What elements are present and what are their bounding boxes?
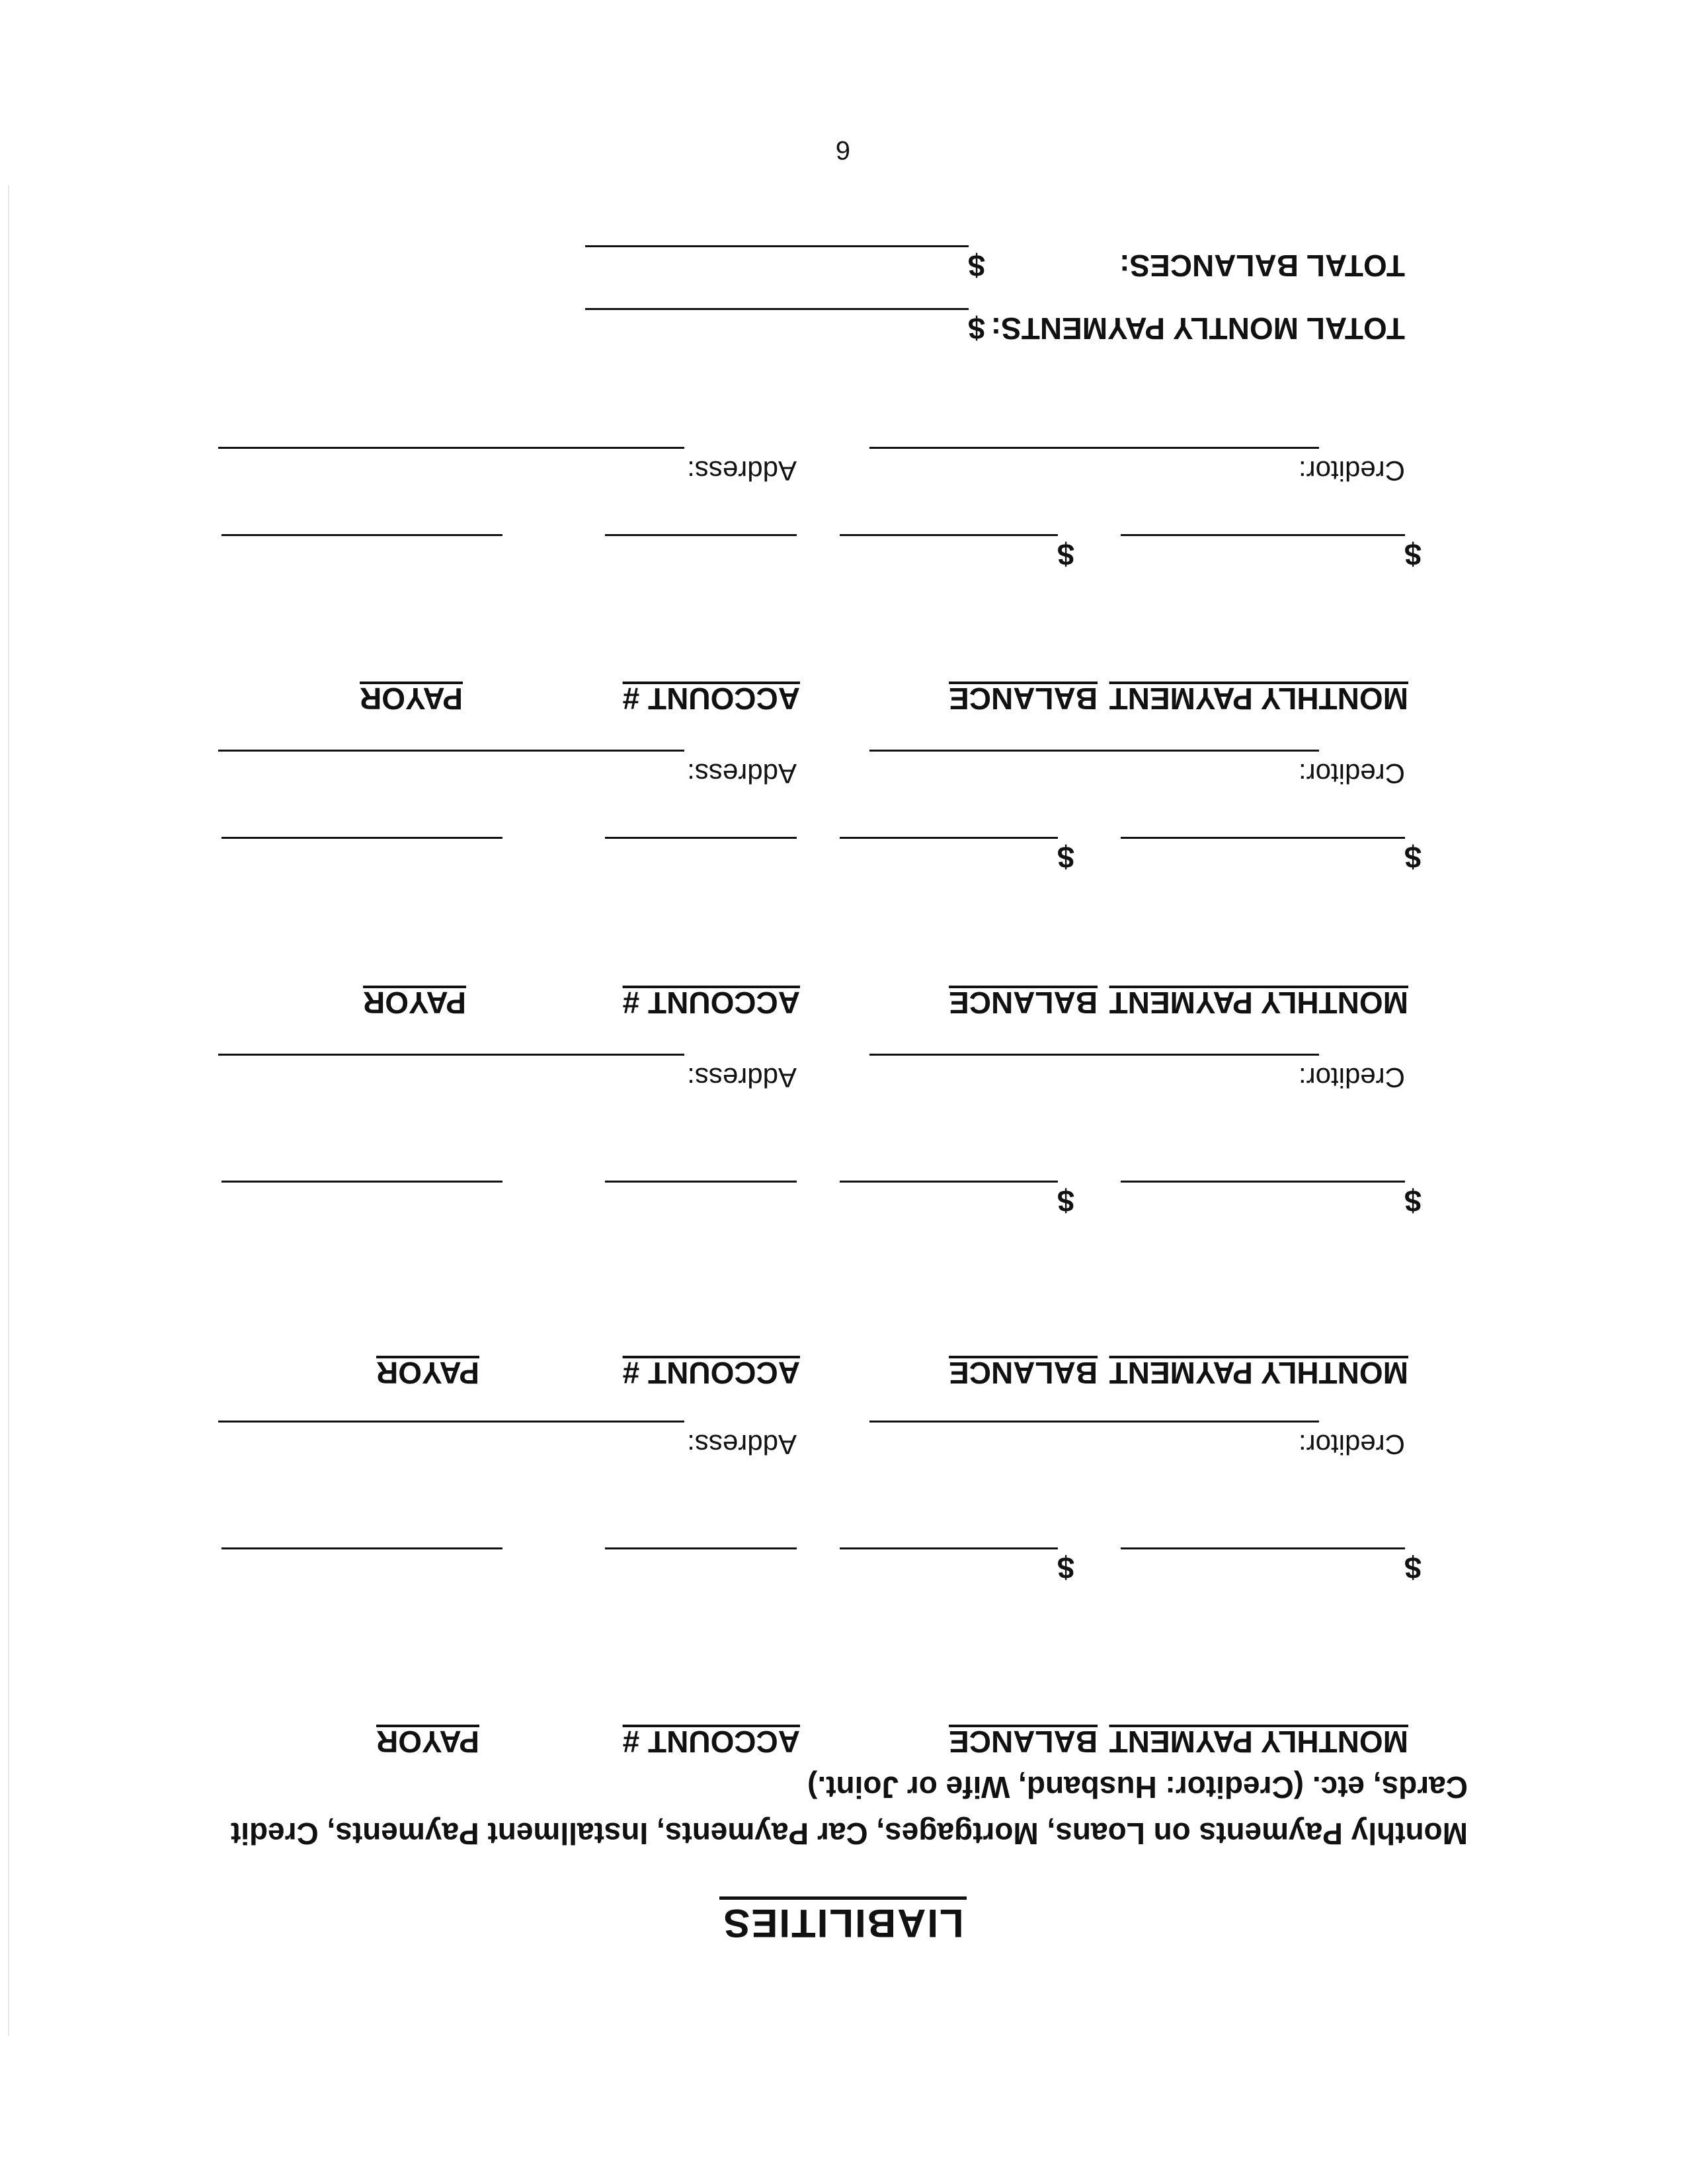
address-field[interactable] bbox=[218, 447, 684, 449]
balance-header: BALANCE bbox=[949, 986, 1098, 1020]
account-header: ACCOUNT # bbox=[622, 986, 800, 1020]
creditor-field[interactable] bbox=[869, 447, 1319, 449]
account-header: ACCOUNT # bbox=[622, 1725, 800, 1759]
monthly-payment-header: MONTHLY PAYMENT bbox=[1109, 986, 1408, 1020]
balance-dollar-sign: $ bbox=[1057, 1184, 1074, 1218]
monthly-payment-dollar-sign: $ bbox=[1404, 1551, 1422, 1585]
balance-field[interactable] bbox=[840, 837, 1058, 839]
total-balances-label: TOTAL BALANCES: bbox=[1119, 249, 1405, 283]
creditor-label: Creditor: bbox=[1298, 1062, 1405, 1093]
monthly-payment-header: MONTHLY PAYMENT bbox=[1109, 682, 1408, 716]
address-field[interactable] bbox=[218, 1421, 684, 1423]
monthly-payment-field[interactable] bbox=[1121, 837, 1405, 839]
total-balances-field[interactable] bbox=[585, 245, 969, 247]
payor-field[interactable] bbox=[221, 837, 502, 839]
address-field[interactable] bbox=[218, 1054, 684, 1056]
total-balances-dollar-sign: $ bbox=[968, 249, 985, 283]
monthly-payment-dollar-sign: $ bbox=[1404, 537, 1422, 572]
intro-paragraph: Monthly Payments on Loans, Mortgages, Car Payments, Installment Payments, Credit Cards, etc. (Creditor: Husband, Wife or Joint.) bbox=[230, 1770, 1468, 1851]
balance-dollar-sign: $ bbox=[1057, 840, 1074, 875]
monthly-payment-header: MONTHLY PAYMENT bbox=[1109, 1725, 1408, 1759]
monthly-payment-dollar-sign: $ bbox=[1404, 1184, 1422, 1218]
address-label: Address: bbox=[687, 758, 797, 789]
payor-header: PAYOR bbox=[376, 1356, 479, 1390]
payor-header: PAYOR bbox=[376, 1725, 479, 1759]
account-header: ACCOUNT # bbox=[622, 682, 800, 716]
balance-header: BALANCE bbox=[949, 1356, 1098, 1390]
balance-field[interactable] bbox=[840, 1181, 1058, 1183]
payor-field[interactable] bbox=[221, 1547, 502, 1549]
account-field[interactable] bbox=[605, 1547, 797, 1549]
payor-header: PAYOR bbox=[360, 682, 463, 716]
balance-field[interactable] bbox=[840, 1547, 1058, 1549]
address-label: Address: bbox=[687, 1062, 797, 1093]
monthly-payment-field[interactable] bbox=[1121, 1181, 1405, 1183]
total-monthly-payments-dollar-sign: $ bbox=[968, 311, 985, 346]
payor-field[interactable] bbox=[221, 534, 502, 536]
creditor-field[interactable] bbox=[869, 1054, 1319, 1056]
creditor-label: Creditor: bbox=[1298, 758, 1405, 789]
creditor-field[interactable] bbox=[869, 1421, 1319, 1423]
account-field[interactable] bbox=[605, 1181, 797, 1183]
page-number: 6 bbox=[835, 136, 851, 165]
monthly-payment-header: MONTHLY PAYMENT bbox=[1109, 1356, 1408, 1390]
address-field[interactable] bbox=[218, 750, 684, 752]
address-label: Address: bbox=[687, 1429, 797, 1460]
creditor-label: Creditor: bbox=[1298, 1429, 1405, 1460]
creditor-field[interactable] bbox=[869, 750, 1319, 752]
balance-dollar-sign: $ bbox=[1057, 537, 1074, 572]
balance-header: BALANCE bbox=[949, 1725, 1098, 1759]
total-monthly-payments-label: TOTAL MONTLY PAYMENTS: bbox=[990, 311, 1405, 346]
total-monthly-payments-field[interactable] bbox=[585, 308, 969, 310]
monthly-payment-dollar-sign: $ bbox=[1404, 840, 1422, 875]
scan-edge-artifact bbox=[8, 185, 9, 2036]
payor-header: PAYOR bbox=[363, 986, 466, 1020]
creditor-label: Creditor: bbox=[1298, 455, 1405, 487]
account-field[interactable] bbox=[605, 837, 797, 839]
balance-header: BALANCE bbox=[949, 682, 1098, 716]
account-header: ACCOUNT # bbox=[622, 1356, 800, 1390]
account-field[interactable] bbox=[605, 534, 797, 536]
balance-dollar-sign: $ bbox=[1057, 1551, 1074, 1585]
monthly-payment-field[interactable] bbox=[1121, 534, 1405, 536]
balance-field[interactable] bbox=[840, 534, 1058, 536]
payor-field[interactable] bbox=[221, 1181, 502, 1183]
monthly-payment-field[interactable] bbox=[1121, 1547, 1405, 1549]
address-label: Address: bbox=[687, 455, 797, 487]
page-title: LIABILITIES bbox=[0, 1900, 1686, 1946]
